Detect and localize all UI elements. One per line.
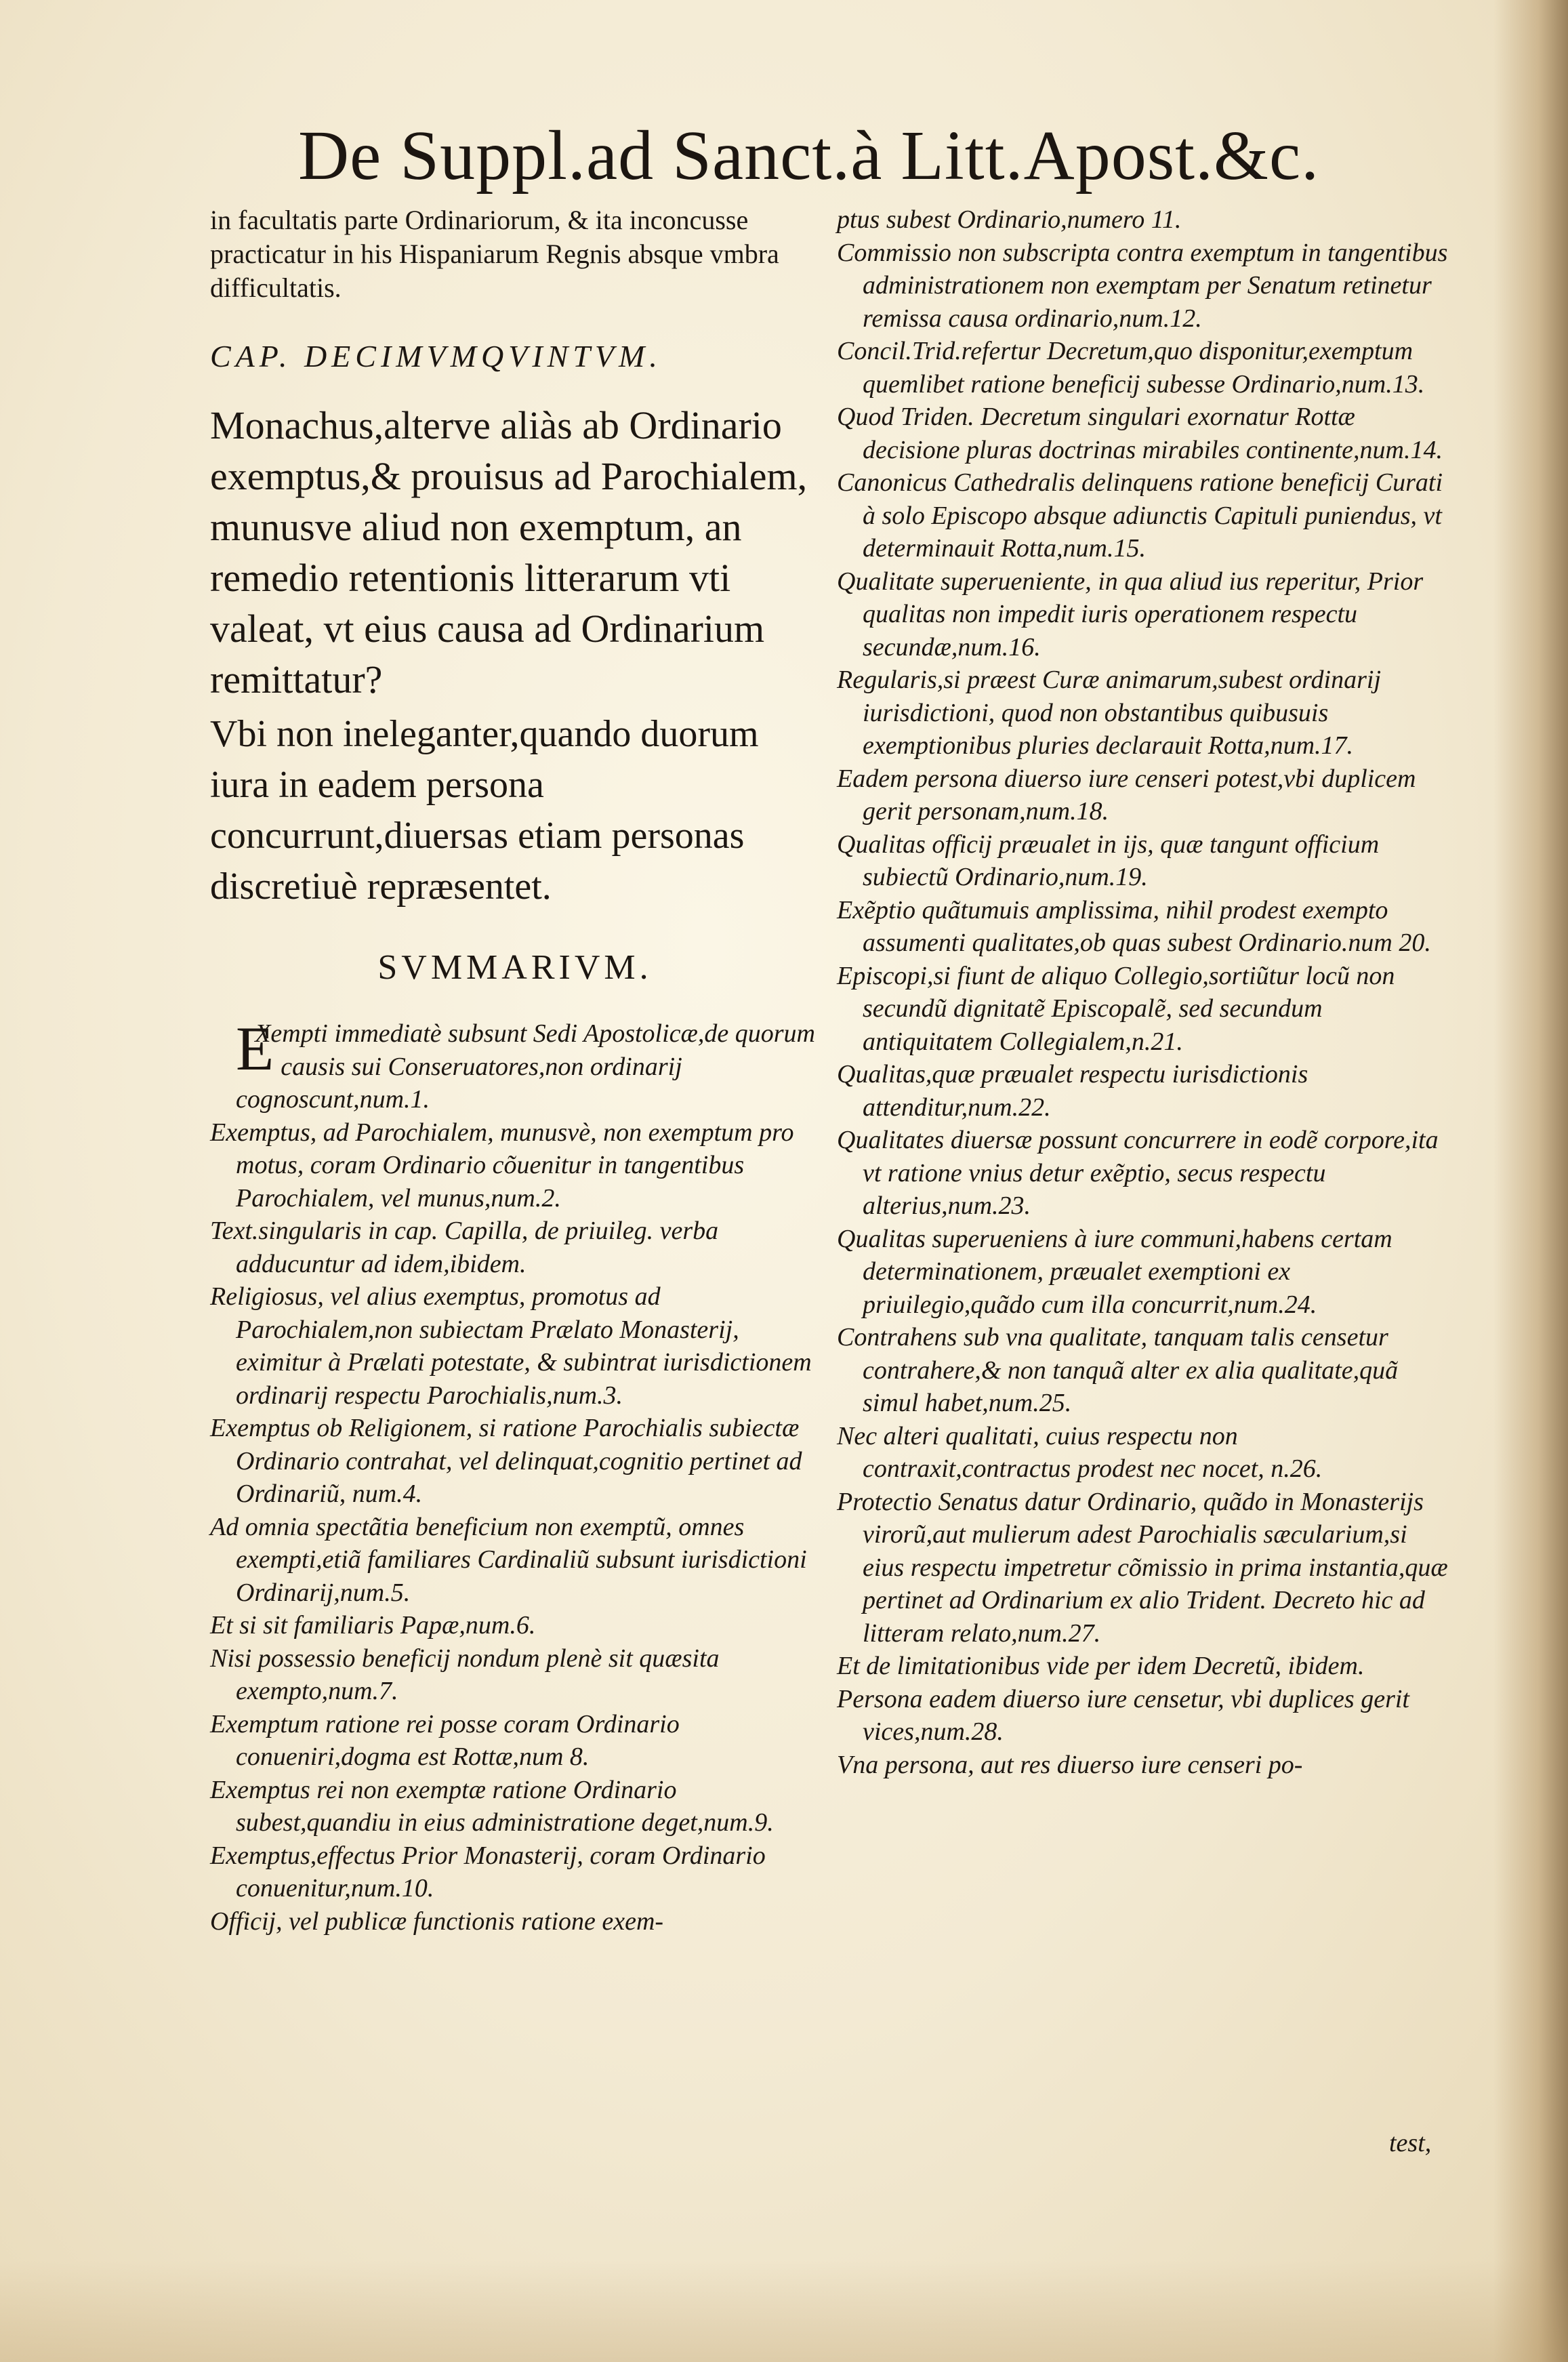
summary-entry: Text.singularis in cap. Capilla, de priuileg. verba adducuntur ad idem,ibidem. [210, 1217, 719, 1278]
page-bottom-shadow [0, 2260, 1568, 2362]
catchword: test, [1389, 2129, 1432, 2157]
summary-entry: Qualitas superueniens à iure communi,habens certam determinationem, præualet exemptioni ex priuilegio,quãdo cum illa concurrit,num.24. [837, 1224, 1392, 1319]
summary-entry: Qualitas,quæ præualet respectu iurisdictionis attenditur,num.22. [837, 1060, 1308, 1122]
running-head: De Suppl.ad Sanct.à Litt.Apost.&c. [298, 117, 1320, 195]
summary-entry: Concil.Trid.refertur Decretum,quo disponitur,exemptum quemlibet ratione beneficij subesse Ordinario,num.13. [837, 337, 1425, 399]
summary-entry: Contrahens sub vna qualitate, tanquam talis censetur contrahere,& non tanquã alter ex alia qualitate,quã simul habet,num.25. [837, 1323, 1399, 1417]
summary-entry: Exemptus ob Religionem, si ratione Parochialis subiectæ Ordinario contrahat, vel delinquat,cognitio pertinet ad Ordinariũ, num.4. [210, 1414, 802, 1508]
summary-entry: Nec alteri qualitati, cuius respectu non contraxit,contractus prodest nec nocet, n.26. [837, 1421, 1323, 1483]
summary-entry: Et si sit familiaris Papæ,num.6. [210, 1611, 536, 1640]
summary-entry: Ad omnia spectãtia beneficium non exemptũ, omnes exempti,etiã familiares Cardinaliũ subsunt iurisdictioni Ordinarij,num.5. [210, 1512, 807, 1607]
summary-entry: Exemptus rei non exemptæ ratione Ordinario subest,quandiu in eius administratione deget,num.9. [210, 1775, 774, 1837]
page-gutter-shadow [1493, 0, 1568, 2362]
summary-entry: Exemptus, ad Parochialem, munusvè, non exemptum pro motus, coram Ordinario cõuenitur in tangentibus Parochialem, vel munus,num.2. [210, 1118, 794, 1213]
drop-cap: E [236, 1014, 274, 1083]
right-column [837, 203, 1450, 1781]
summary-entry: Qualitas officij præualet in ijs, quæ tangunt officium subiectũ Ordinario,num.19. [837, 830, 1380, 891]
left-column [210, 203, 820, 1938]
chapter-heading: CAP. DECIMVMQVINTVM. [210, 339, 662, 373]
summary-entry: Qualitates diuersæ possunt concurrere in eodẽ corpore,ita vt ratione vnius detur exẽptio, secus respectu alterius,num.23. [837, 1126, 1439, 1220]
intro-text: in facultatis parte Ordinariorum, & ita inconcusse practicatur in his Hispaniarum Regnis absque vmbra difficultatis. [210, 205, 779, 303]
summary-entry: Officij, vel publicæ functionis ratione exem- [210, 1907, 664, 1936]
summary-entry: ptus subest Ordinario,numero 11. [837, 205, 1182, 234]
chapter-answer: Vbi non ineleganter,quando duorum iura in eadem persona concurrunt,diuersas etiam personas discretiuè repræsentet. [210, 713, 759, 908]
summary-entry: Vna persona, aut res diuerso iure censeri po- [837, 1750, 1303, 1779]
summary-entry: Exẽptio quãtumuis amplissima, nihil prodest exempto assumenti qualitates,ob quas subest Ordinario.num 20. [837, 895, 1431, 957]
summary-entry: E Xempti immediatè subsunt Sedi Apostolicæ,de quorum causis sui Conseruatores,non ordinarij cognoscunt,num.1. [236, 1014, 815, 1114]
summary-entry: Et de limitationibus vide per idem Decretũ, ibidem. [837, 1652, 1365, 1680]
summary-entry: Qualitate superueniente, in qua aliud ius reperitur, Prior qualitas non impedit iuris operationem respectu secundæ,num.16. [837, 567, 1424, 661]
summary-list-right [837, 203, 1450, 1781]
summary-entry: Commissio non subscripta contra exemptum in tangentibus administrationem non exemptam per Senatum retinetur remissa causa ordinario,num.12. [837, 238, 1448, 333]
summary-entry: Exemptum ratione rei posse coram Ordinario conueniri,dogma est Rottæ,num 8. [210, 1709, 680, 1771]
summary-entry: Quod Triden. Decretum singulari exornatur Rottæ decisione pluras doctrinas mirabiles continente,num.14. [837, 403, 1443, 464]
summary-heading: SVMMARIVM. [377, 948, 653, 987]
summary-entry: Protectio Senatus datur Ordinario, quãdo in Monasterijs virorũ,aut mulierum adest Parochialis sæcularium,si eius respectu impetretur cõmissio in prima instantia,quæ pertinet ad Ordinarium ex alio Trident. Decreto hic ad litteram relato,num.27. [837, 1487, 1448, 1648]
chapter-question: Monachus,alterve aliàs ab Ordinario exemptus,& prouisus ad Parochialem, munusve aliud non exemptum, an remedio retentionis litterarum vti valeat, vt eius causa ad Ordinarium remittatur? [210, 403, 808, 701]
summary-entry: Exemptus,effectus Prior Monasterij, coram Ordinario conuenitur,num.10. [210, 1841, 766, 1902]
summary-entry: Nisi possessio beneficij nondum plenè sit quæsita exempto,num.7. [210, 1644, 720, 1705]
summary-entry: Regularis,si præest Curæ animarum,subest ordinarij iurisdictioni, quod non obstantibus quibusuis exemptionibus pluries declarauit Rotta,num.17. [837, 666, 1382, 760]
summary-entry: Canonicus Cathedralis delinquens ratione beneficij Curati à solo Episcopo absque adiunctis Capituli puniendus, vt determinauit Rotta,num.15. [837, 468, 1443, 563]
summary-entry: Persona eadem diuerso iure censetur, vbi duplices gerit vices,num.28. [837, 1684, 1409, 1746]
summary-entry: Religiosus, vel alius exemptus, promotus ad Parochialem,non subiectam Prælato Monasterij, eximitur à Prælati potestate, & subintrat iurisdictionem ordinarij respectu Parochialis,num.3. [210, 1282, 812, 1410]
summary-entry: Eadem persona diuerso iure censeri potest,vbi duplicem gerit personam,num.18. [837, 764, 1416, 826]
summary-list-left [210, 1014, 820, 1938]
summary-entry: Episcopi,si fiunt de aliquo Collegio,sortiũtur locũ non secundũ dignitatẽ Episcopalẽ, sed secundum antiquitatem Collegialem,n.21. [837, 961, 1395, 1056]
